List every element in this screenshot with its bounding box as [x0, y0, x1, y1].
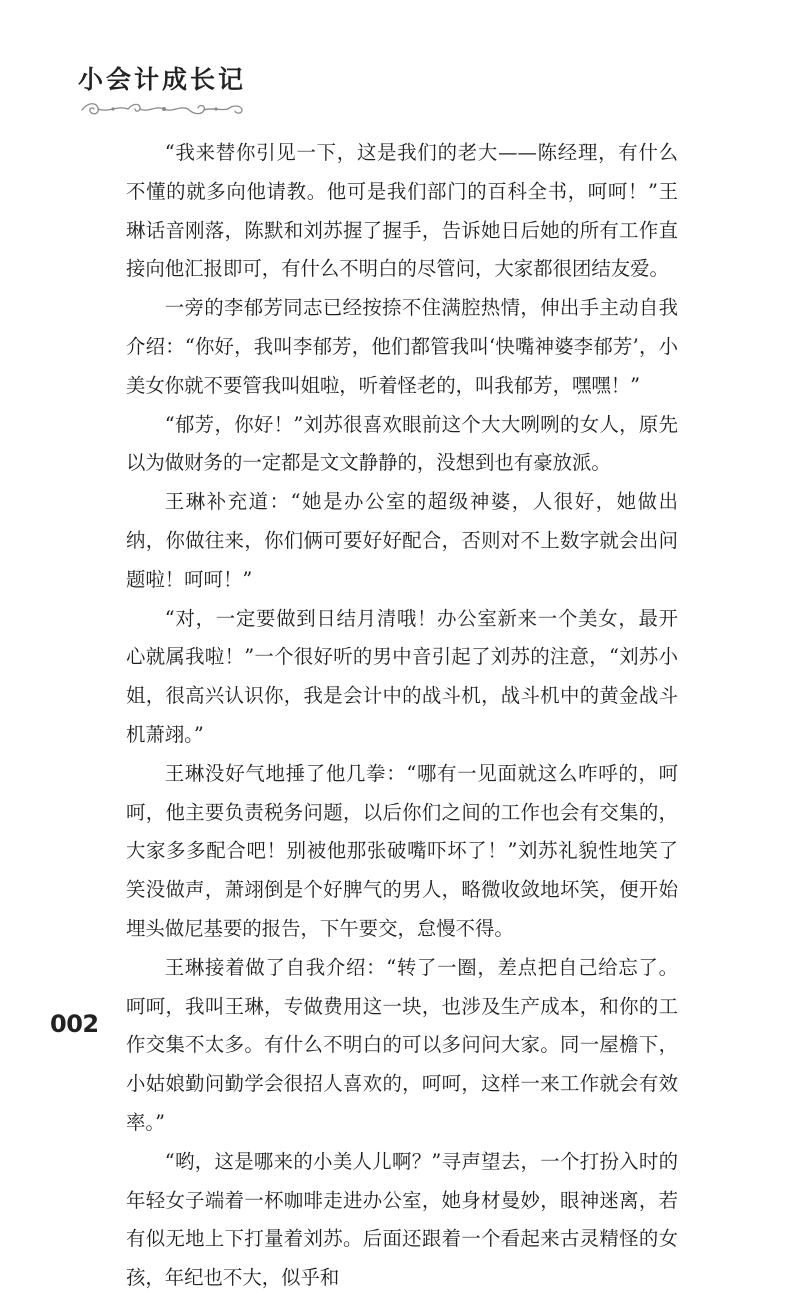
paragraph: 王琳没好气地捶了他几拳：“哪有一见面就这么咋呼的，呵呵，他主要负责税务问题，以后你们之间的工作也会有交集的，大家多多配合吧！别被他那张破嘴吓坏了！”刘苏礼貌性地笑了笑没做声，萧翊倒是个好脾气的男人，略微收敛地坏笑，便开始埋头做尼基要的报告，下午要交，怠慢不得。 — [126, 761, 678, 940]
page-number: 002 — [50, 1010, 99, 1038]
book-title: 小会计成长记 — [78, 65, 247, 94]
paragraph: “对，一定要做到日结月清哦！办公室新来一个美女，最开心就属我啦！”一个很好听的男中音引起了刘苏的注意，“刘苏小姐，很高兴认识你，我是会计中的战斗机，战斗机中的黄金战斗机萧翊。” — [126, 606, 678, 746]
paragraph: 王琳接着做了自我介绍：“转了一圈，差点把自己给忘了。呵呵，我叫王琳，专做费用这一块，也涉及生产成本，和你的工作交集不太多。有什么不明白的可以多问问大家。同一屋檐下，小姑娘勤问勤学会很招人喜欢的，呵呵，这样一来工作就会有效率。” — [126, 955, 678, 1134]
paragraph: “郁芳，你好！”刘苏很喜欢眼前这个大大咧咧的女人，原先以为做财务的一定都是文文静静的，没想到也有豪放派。 — [126, 412, 678, 475]
scroll-ornament-icon — [78, 98, 248, 120]
paragraph: 一旁的李郁芳同志已经按捺不住满腔热情，伸出手主动自我介绍：“你好，我叫李郁芳，他们都管我叫‘快嘴神婆李郁芳’，小美女你就不要管我叫姐啦，听着怪老的，叫我郁芳，嘿嘿！” — [126, 296, 678, 397]
chapter-body — [126, 134, 678, 1298]
paragraph: 王琳补充道：“她是办公室的超级神婆，人很好，她做出纳，你做往来，你们俩可要好好配合，否则对不上数字就会出问题啦！呵呵！” — [126, 490, 678, 591]
paragraph: “哟，这是哪来的小美人儿啊？”寻声望去，一个打扮入时的年轻女子端着一杯咖啡走进办公室，她身材曼妙，眼神迷离，若有似无地上下打量着刘苏。后面还跟着一个看起来古灵精怪的女孩，年纪也不大，似乎和 — [126, 1149, 678, 1290]
paragraph: “我来替你引见一下，这是我们的老大——陈经理，有什么不懂的就多向他请教。他可是我们部门的百科全书，呵呵！”王琳话音刚落，陈默和刘苏握了握手，告诉她日后她的所有工作直接向他汇报即可，有什么不明白的尽管问，大家都很团结友爱。 — [126, 141, 678, 281]
running-header — [78, 62, 278, 122]
